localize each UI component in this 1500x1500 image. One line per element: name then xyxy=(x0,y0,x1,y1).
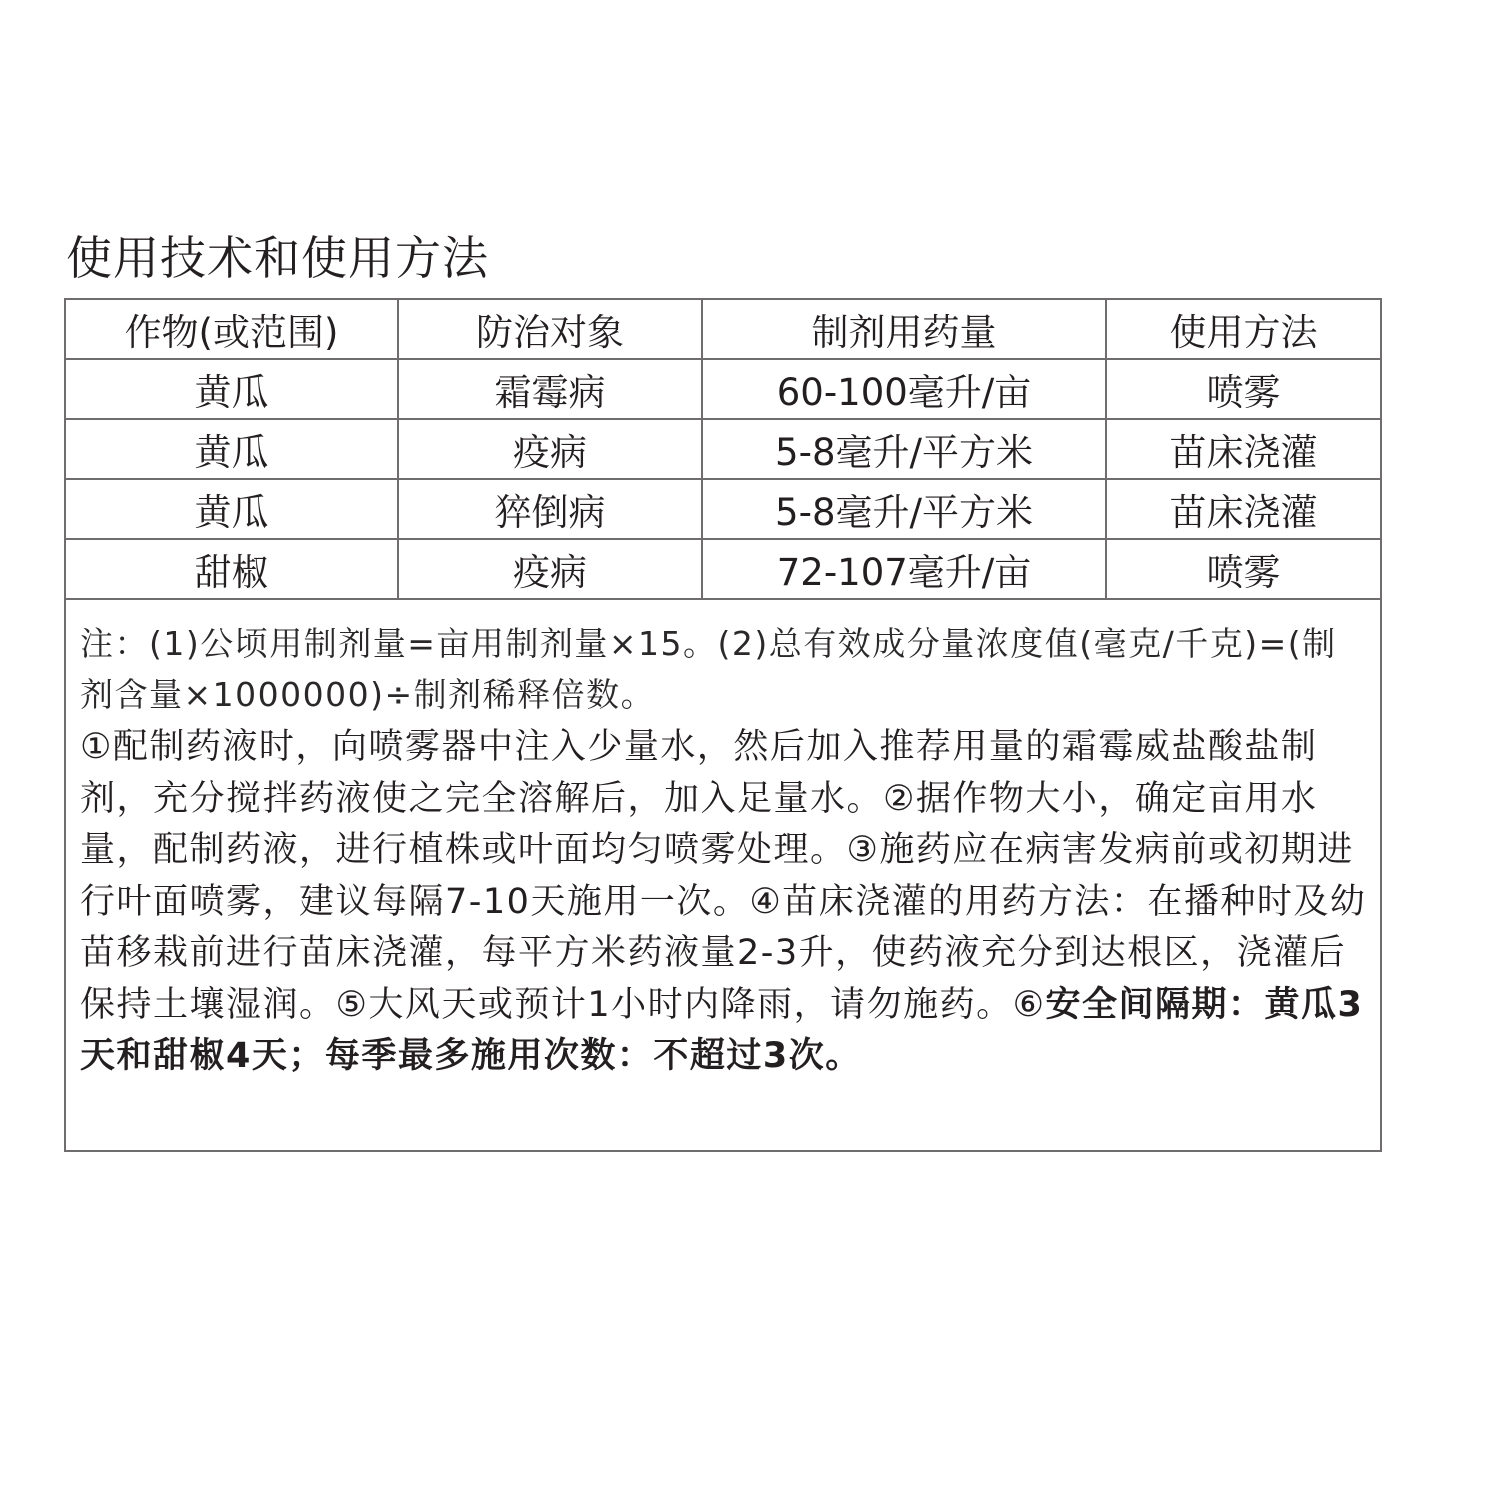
cell-dosage: 72-107毫升/亩 xyxy=(702,539,1106,599)
table-row xyxy=(66,479,1380,539)
header-method: 使用方法 xyxy=(1106,300,1380,359)
cell-dosage: 5-8毫升/平方米 xyxy=(702,479,1106,539)
safety-interval-text: 安全间隔期：黄瓜3天和甜椒4天；每季最多施用次数：不超过3次。 xyxy=(80,984,1364,1076)
usage-frame xyxy=(64,298,1382,1152)
cell-method: 喷雾 xyxy=(1106,359,1380,419)
usage-table xyxy=(66,300,1380,600)
cell-crop: 黄瓜 xyxy=(66,359,398,419)
table-row xyxy=(66,539,1380,599)
instructions-note xyxy=(80,722,1370,1083)
header-dosage: 制剂用药量 xyxy=(702,300,1106,359)
header-target: 防治对象 xyxy=(398,300,702,359)
cell-method: 苗床浇灌 xyxy=(1106,419,1380,479)
cell-target: 猝倒病 xyxy=(398,479,702,539)
table-row xyxy=(66,419,1380,479)
header-crop: 作物(或范围) xyxy=(66,300,398,359)
table-header-row xyxy=(66,300,1380,359)
cell-crop: 黄瓜 xyxy=(66,479,398,539)
cell-dosage: 5-8毫升/平方米 xyxy=(702,419,1106,479)
cell-crop: 黄瓜 xyxy=(66,419,398,479)
instructions-text: ①配制药液时，向喷雾器中注入少量水，然后加入推荐用量的霜霉威盐酸盐制剂，充分搅拌药液使之完全溶解后，加入足量水。②据作物大小，确定亩用水量，配制药液，进行植株或叶面均匀喷雾处理。③施药应在病害发病前或初期进行叶面喷雾，建议每隔7-10天施用一次。④苗床浇灌的用药方法：在播种时及幼苗移栽前进行苗床浇灌，每平方米药液量2-3升，使药液充分到达根区，浇灌后保持土壤湿润。⑤大风天或预计1小时内降雨，请勿施药。⑥ xyxy=(80,727,1367,1025)
cell-method: 苗床浇灌 xyxy=(1106,479,1380,539)
cell-target: 霜霉病 xyxy=(398,359,702,419)
cell-method: 喷雾 xyxy=(1106,539,1380,599)
section-title: 使用技术和使用方法 xyxy=(66,231,489,285)
cell-target: 疫病 xyxy=(398,419,702,479)
cell-target: 疫病 xyxy=(398,539,702,599)
notes-section xyxy=(80,618,1370,1083)
formula-note: 注：(1)公顷用制剂量=亩用制剂量×15。(2)总有效成分量浓度值(毫克/千克)=(制剂含量×1000000)÷制剂稀释倍数。 xyxy=(80,624,1337,714)
table-row xyxy=(66,359,1380,419)
cell-crop: 甜椒 xyxy=(66,539,398,599)
cell-dosage: 60-100毫升/亩 xyxy=(702,359,1106,419)
